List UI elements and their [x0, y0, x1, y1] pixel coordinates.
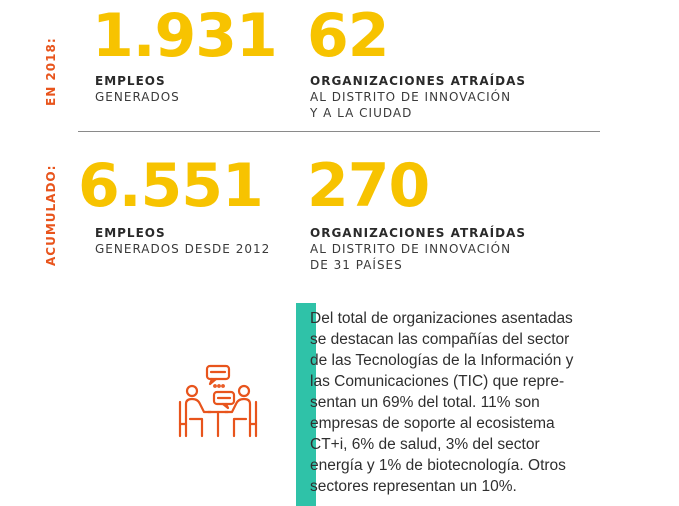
caption-line: ORGANIZACIONES ATRAÍDAS — [310, 74, 527, 88]
stat-empleos-2018-number: 1.931 — [92, 1, 277, 71]
stat-empleos-2018-caption — [95, 73, 180, 105]
caption-line: ORGANIZACIONES ATRAÍDAS — [310, 226, 527, 240]
description-paragraph — [310, 308, 602, 497]
caption-line: EMPLEOS — [95, 74, 166, 88]
paragraph-line: sectores representan un 10%. — [310, 478, 517, 495]
stat-empleos-acum-caption — [95, 225, 270, 257]
section-divider — [78, 131, 600, 132]
label-2018: EN 2018: — [44, 37, 58, 106]
paragraph-line: se destacan las compañías del sector — [310, 331, 570, 348]
stat-empleos-acum-number: 6.551 — [78, 151, 263, 221]
caption-line: DE 31 PAÍSES — [310, 258, 403, 272]
paragraph-line: las Comunicaciones (TIC) que repre- — [310, 373, 565, 390]
paragraph-line: sentan un 69% del total. 11% son — [310, 394, 540, 411]
meeting-icon — [178, 364, 264, 450]
stat-org-2018-caption — [310, 73, 526, 121]
caption-line: GENERADOS — [95, 90, 180, 104]
paragraph-line: CT+i, 6% de salud, 3% del sector — [310, 436, 540, 453]
caption-line: Y A LA CIUDAD — [310, 106, 413, 120]
caption-line: AL DISTRITO DE INNOVACIÓN — [310, 90, 512, 104]
caption-line: EMPLEOS — [95, 226, 166, 240]
stat-org-acum-caption — [310, 225, 526, 273]
paragraph-line: de las Tecnologías de la Información y — [310, 352, 574, 369]
caption-line: GENERADOS DESDE 2012 — [95, 242, 271, 256]
paragraph-line: empresas de soporte al ecosistema — [310, 415, 555, 432]
label-acumulado: ACUMULADO: — [44, 164, 58, 266]
paragraph-line: Del total de organizaciones asentadas — [310, 310, 573, 327]
caption-line: AL DISTRITO DE INNOVACIÓN — [310, 242, 512, 256]
stat-org-acum-number: 270 — [307, 151, 430, 221]
stat-org-2018-number: 62 — [307, 1, 389, 71]
paragraph-line: energía y 1% de biotecnología. Otros — [310, 457, 566, 474]
